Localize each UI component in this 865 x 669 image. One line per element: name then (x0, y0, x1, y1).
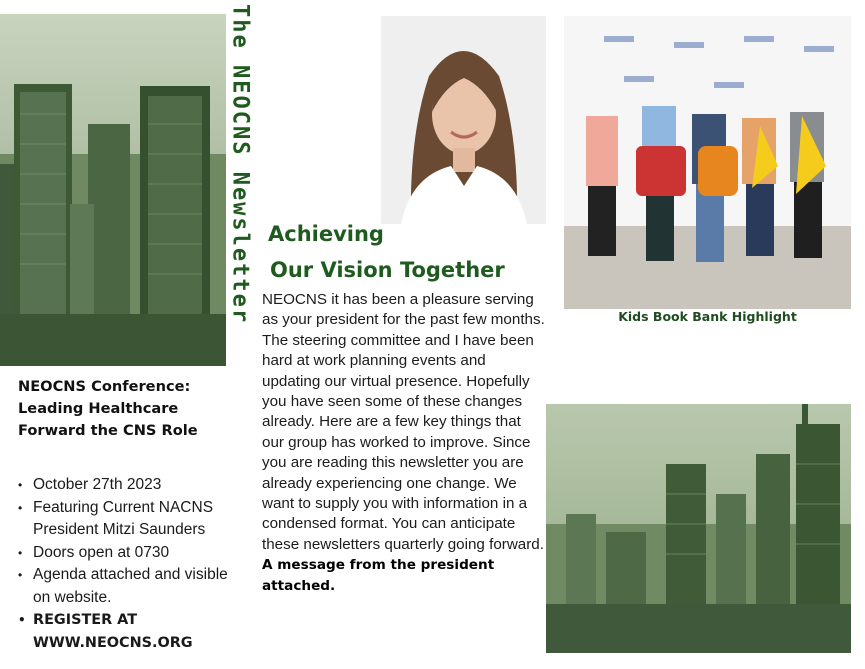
city-skyline-photo-left (0, 14, 226, 366)
article-heading-line1: Achieving (268, 222, 384, 246)
article-body (262, 290, 547, 596)
list-item: • Agenda attached and visible on website. (14, 564, 240, 609)
photo-caption: Kids Book Bank Highlight (618, 309, 797, 324)
conference-details-list (14, 474, 240, 654)
president-message-note: A message from the president attached. (262, 557, 495, 594)
newsletter-title: The NEOCNS Newsletter (227, 4, 253, 325)
president-portrait-photo (381, 16, 546, 224)
article-body-text: NEOCNS it has been a pleasure serving as your president for the past few months. The steering committee and I have been hard at work planning events and updating our virtual presence. Hopefully you have seen some of these changes already. Here are a few key things that our group has worked to improve. Since you are reading this newsletter you are already experiencing one change. We want to supply you with information in a condensed format. You can anticipate these newsletters quarterly going forward. (262, 291, 545, 553)
list-item: • Featuring Current NACNS President Mitzi Saunders (14, 497, 240, 542)
conference-title: NEOCNS Conference: Leading Healthcare Forward the CNS Role (18, 378, 198, 439)
register-link[interactable]: • REGISTER AT WWW.NEOCNS.ORG (14, 609, 240, 654)
list-item: • Doors open at 0730 (14, 542, 240, 565)
list-item: • October 27th 2023 (14, 474, 240, 497)
kids-book-bank-event-photo (564, 16, 851, 309)
article-heading-line2: Our Vision Together (270, 258, 505, 282)
city-skyline-photo-right (546, 404, 851, 653)
